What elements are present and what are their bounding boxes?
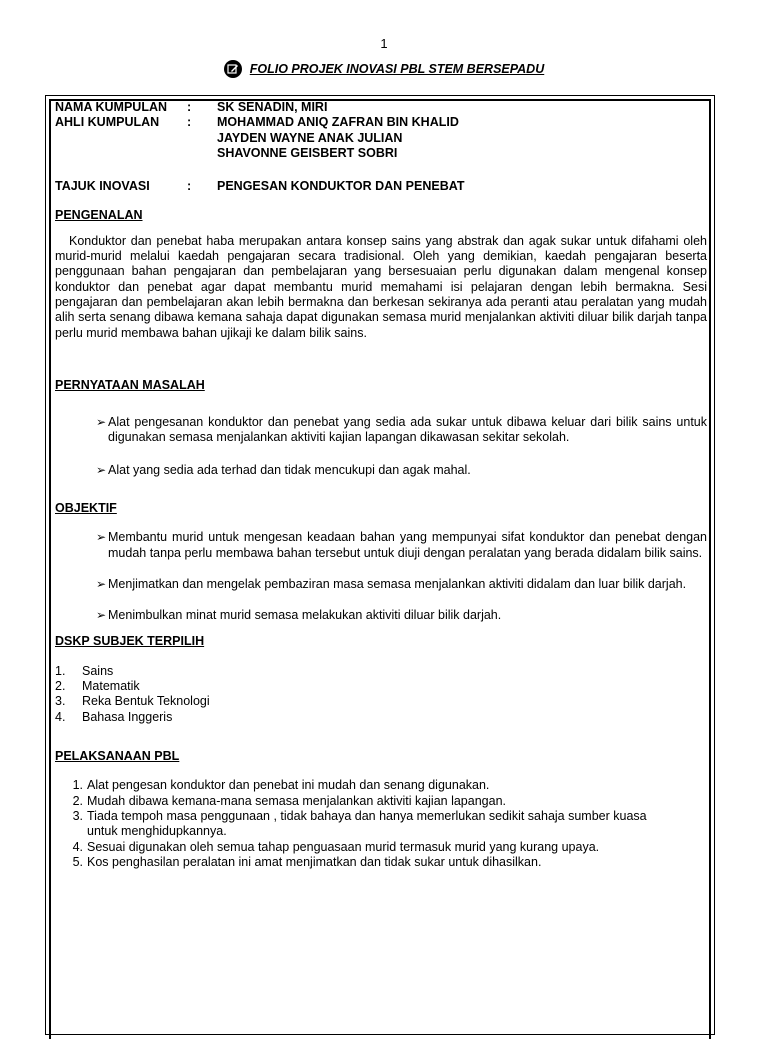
list-number: 4.	[55, 709, 66, 724]
list-item	[55, 855, 707, 870]
info-row-tajuk	[55, 179, 707, 194]
list-number: 1.	[55, 663, 66, 678]
list-item	[55, 778, 707, 793]
tajuk-label: TAJUK INOVASI	[55, 179, 150, 194]
section-heading-pelaksanaan: PELAKSANAAN PBL	[55, 749, 180, 764]
document-title-bar	[0, 60, 768, 78]
list-item-text: Bahasa Inggeris	[82, 709, 173, 724]
edit-pencil-icon	[224, 60, 242, 78]
list-item-text: Sesuai digunakan oleh semua tahap penguasaan murid termasuk murid yang kurang upaya.	[87, 839, 600, 854]
list-number: 2.	[55, 679, 66, 694]
list-number: 2.	[72, 793, 83, 808]
list-item	[55, 664, 707, 679]
page-number: 1	[380, 36, 388, 51]
member-name: JAYDEN WAYNE ANAK JULIAN	[217, 130, 403, 145]
list-item-text: Sains	[82, 663, 114, 678]
arrow-bullet-icon: ➢	[95, 608, 106, 623]
list-item-text: Menjimatkan dan mengelak pembaziran masa semasa menjalankan aktiviti didalam dan luar bilik darjah.	[108, 576, 687, 591]
arrow-bullet-icon: ➢	[95, 530, 106, 545]
info-row-member	[55, 146, 707, 161]
list-number: 3.	[72, 808, 83, 823]
list-number: 5.	[72, 854, 83, 869]
colon: :	[187, 179, 192, 194]
list-item-text: Alat pengesanan konduktor dan penebat yang sedia ada sukar untuk dibawa keluar dari bilik sains untuk digunakan semasa menjalankan aktiviti kajian lapangan dikawasan sekitar sekolah.	[108, 415, 707, 445]
list-item-text: Kos penghasilan peralatan ini amat menjimatkan dan tidak sukar untuk dihasilkan.	[87, 854, 542, 869]
info-row-ahli	[55, 115, 707, 130]
list-item	[55, 809, 707, 840]
list-item-text: Mudah dibawa kemana-mana semasa menjalankan aktiviti kajian lapangan.	[87, 793, 506, 808]
section-heading-dskp: DSKP SUBJEK TERPILIH	[55, 633, 205, 648]
list-item-text: Tiada tempoh masa penggunaan , tidak bahaya dan hanya memerlukan sedikit sahaja sumber kuasa untuk menghidupkannya.	[87, 808, 647, 839]
colon: :	[187, 115, 192, 130]
list-item-text: Alat yang sedia ada terhad dan tidak mencukupi dan agak mahal.	[108, 462, 471, 477]
list-number: 4.	[72, 839, 83, 854]
list-item	[55, 463, 707, 478]
list-item-text: Alat pengesan konduktor dan penebat ini mudah dan senang digunakan.	[87, 778, 490, 793]
list-item	[55, 794, 707, 809]
section-heading-objektif: OBJEKTIF	[55, 501, 117, 516]
list-item	[55, 415, 707, 446]
nama-value: SK SENADIN, MIRI	[217, 100, 328, 114]
section-heading-pernyataan-masalah: PERNYATAAN MASALAH	[55, 377, 205, 392]
list-item-text: Membantu murid untuk mengesan keadaan bahan yang mempunyai sifat konduktor dan penebat dengan mudah tanpa perlu membawa bahan tersebut untuk diuji dengan peralatan yang berada didalam bilik sains.	[108, 530, 707, 560]
list-item-text: Reka Bentuk Teknologi	[82, 694, 210, 709]
list-item	[55, 694, 707, 709]
list-item	[55, 577, 707, 592]
arrow-bullet-icon: ➢	[95, 576, 106, 591]
pengenalan-paragraph: Konduktor dan penebat haba merupakan antara konsep sains yang abstrak dan agak sukar untuk difahami oleh murid-murid melalui kaedah pengajaran secara tradisional. Oleh yang demikian, kaedah pengajaran beserta penggunaan bahan pengajaran dan pembelajaran yang bersesuaian perlu digunakan dalam mengenal konsep konduktor dan penebat agar dapat membantu murid memahami isi pelajaran dengan lebih bermakna. Sesi pengajaran dan pembelajaran akan lebih bermakna dan berkesan sekiranya ada peranti atau peralatan yang mudah alih serta senang dibawa kemana sahaja dapat digunakan semasa murid menjalankan aktiviti diluar bilik darjah tanpa perlu murid membawa bahan ujikaji ke dalam bilik sains.	[55, 233, 707, 340]
list-item	[55, 679, 707, 694]
document-title: FOLIO PROJEK INOVASI PBL STEM BERSEPADU	[249, 62, 545, 76]
list-item	[55, 710, 707, 725]
tajuk-value: PENGESAN KONDUKTOR DAN PENEBAT	[217, 179, 465, 194]
nama-label: NAMA KUMPULAN	[55, 100, 168, 114]
member-name: MOHAMMAD ANIQ ZAFRAN BIN KHALID	[217, 115, 459, 130]
arrow-bullet-icon: ➢	[95, 415, 106, 430]
list-item	[55, 840, 707, 855]
list-item-text: Matematik	[82, 679, 140, 694]
info-row-member	[55, 131, 707, 146]
list-number: 3.	[55, 694, 66, 709]
list-number: 1.	[72, 778, 83, 793]
list-item-text: Menimbulkan minat murid semasa melakukan aktiviti diluar bilik darjah.	[108, 608, 502, 623]
ahli-label: AHLI KUMPULAN	[55, 115, 160, 130]
list-item	[55, 608, 707, 623]
member-name: SHAVONNE GEISBERT SOBRI	[217, 145, 398, 160]
colon: :	[187, 100, 192, 114]
document-body	[55, 100, 707, 870]
arrow-bullet-icon: ➢	[95, 462, 106, 477]
section-heading-pengenalan: PENGENALAN	[55, 208, 143, 223]
list-item	[55, 530, 707, 561]
info-row-nama	[55, 100, 707, 115]
